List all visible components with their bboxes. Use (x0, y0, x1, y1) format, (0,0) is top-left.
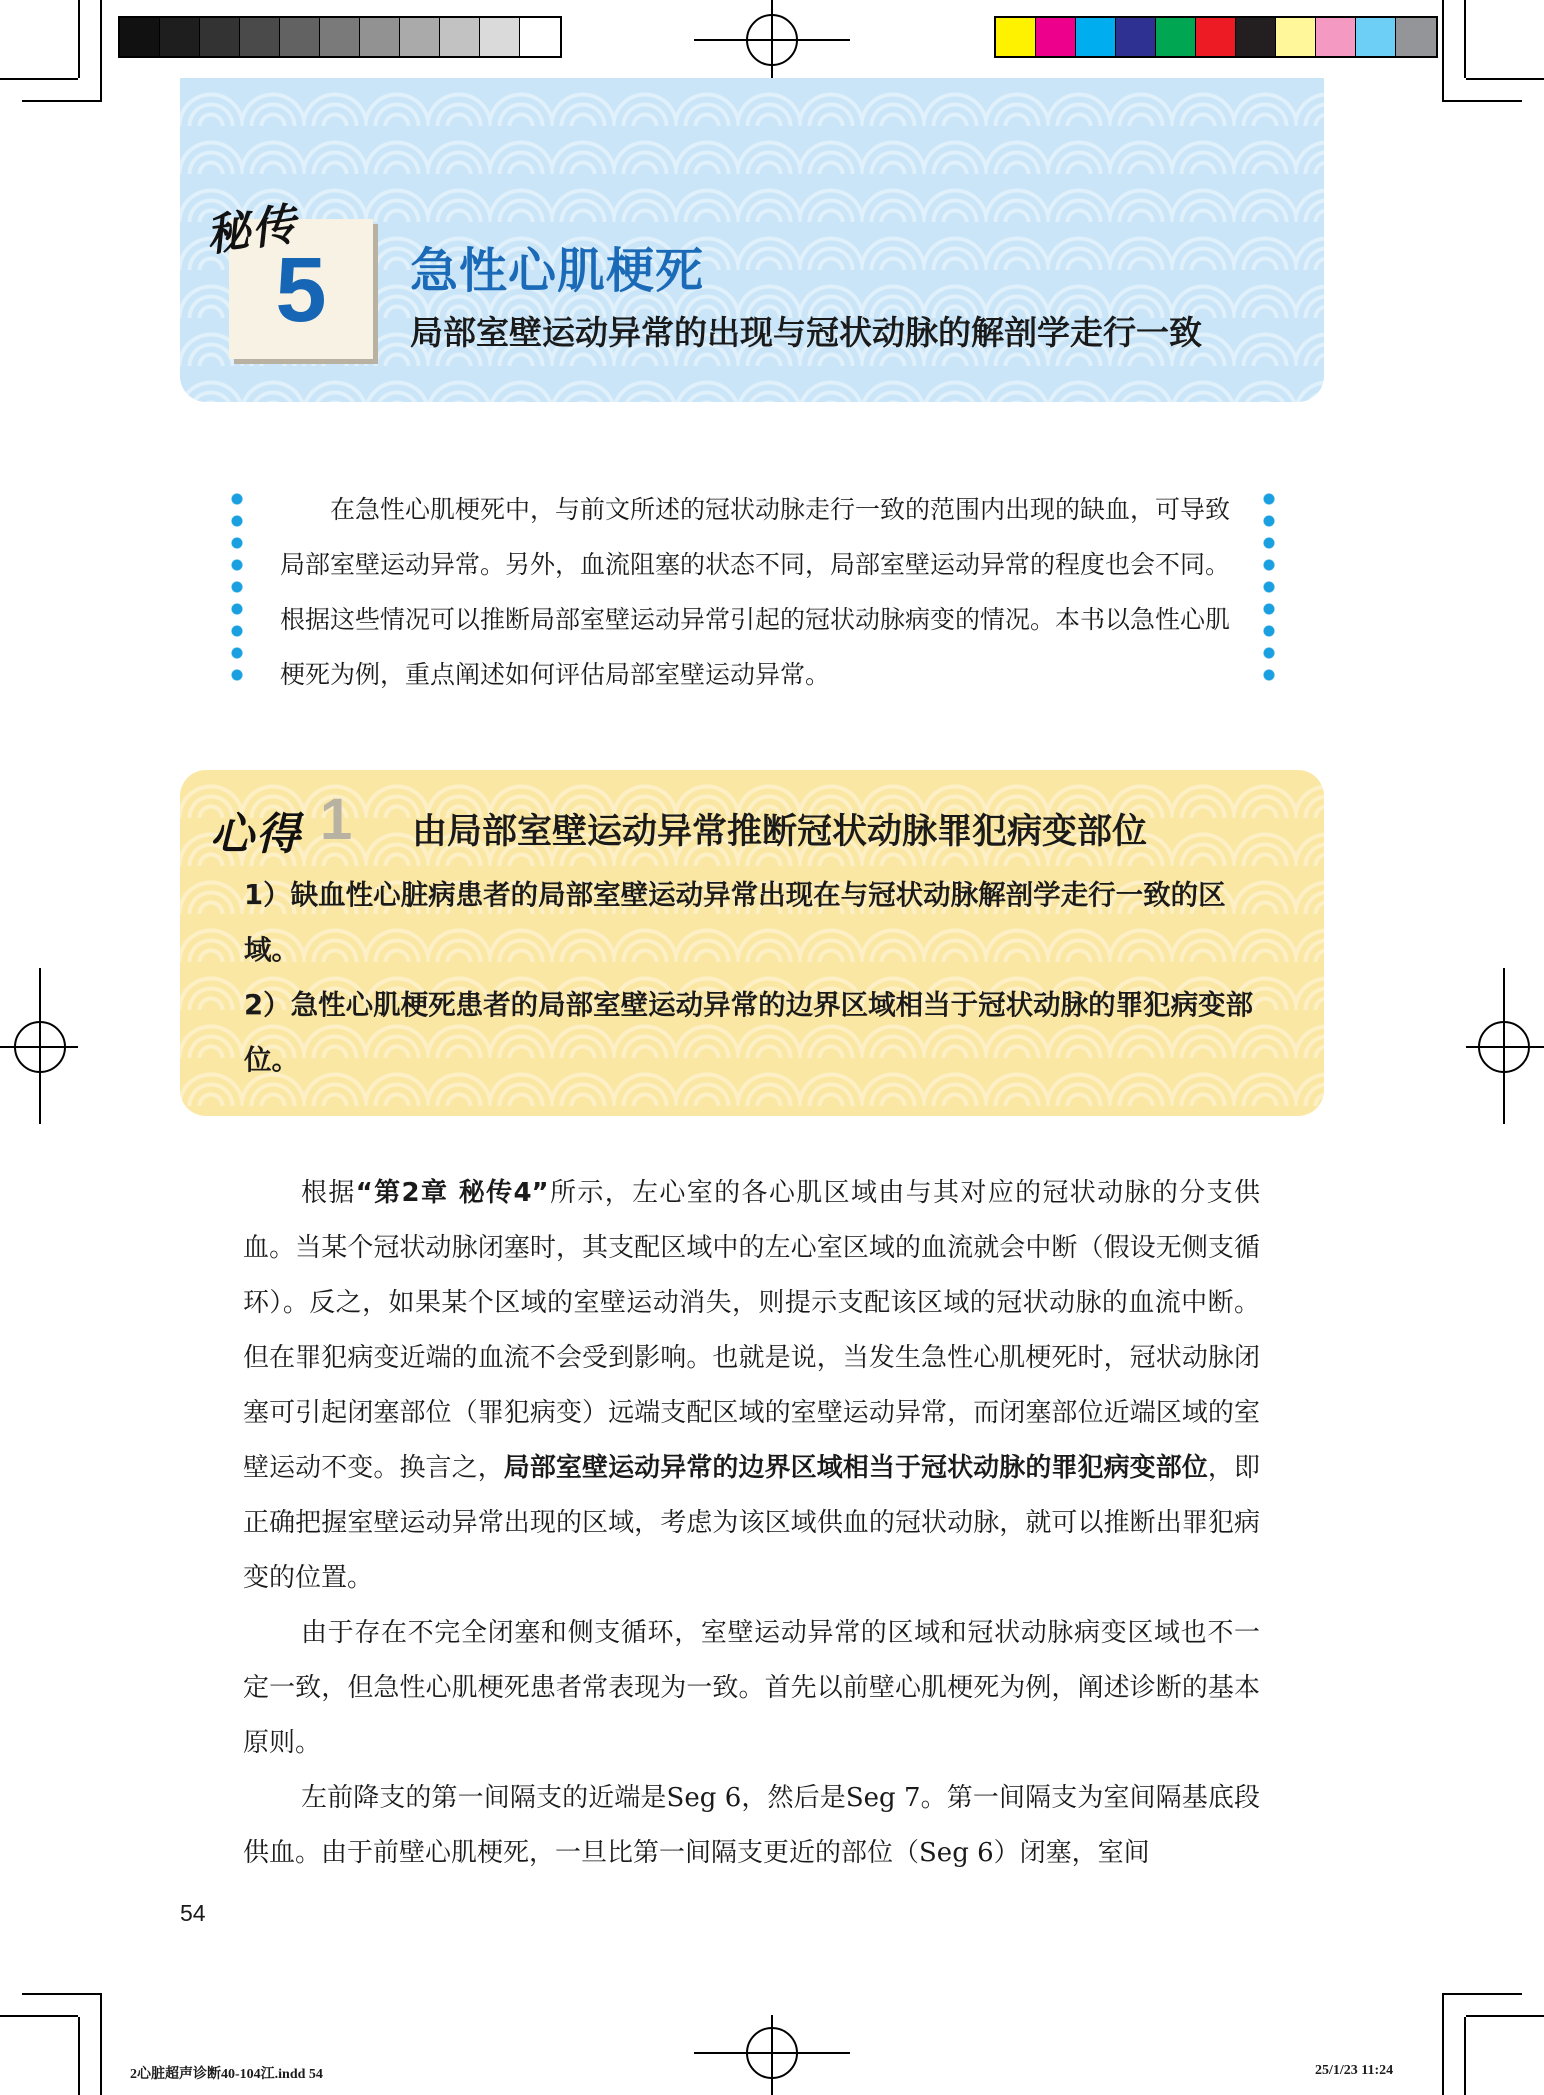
tip-point: 1）缺血性心脏病患者的局部室壁运动异常出现在与冠状动脉解剖学走行一致的区域。 (244, 879, 1226, 966)
body-paragraph-1 (243, 1166, 1260, 1606)
color-swatch (360, 18, 400, 56)
body-paragraph-3: 左前降支的第一间隔支的近端是Seg 6，然后是Seg 7。第一间隔支为室间隔基底段供血。由于前壁心肌梗死，一旦比第一间隔支更近的部位（Seg 6）闭塞，室间 (243, 1783, 1260, 1868)
crop-mark (1442, 0, 1444, 100)
crop-mark (100, 0, 102, 100)
intro-dots-right (1262, 488, 1276, 688)
intro-paragraph (280, 482, 1230, 702)
text-run: 所示，左心室的各心肌区域由与其对应的冠状动脉的分支供血。当某个冠状动脉闭塞时，其支配区域中的左心室区域的血流就会中断（假设无侧支循环）。反之，如果某个区域的室壁运动消失，则提示支配该区域的冠状动脉的血流中断。但在罪犯病变近端的血流不会受到影响。也就是说，当发生急性心肌梗死时，冠状动脉闭塞可引起闭塞部位（罪犯病变）远端支配区域的室壁运动异常，而闭塞部位近端区域的室壁运动不变。换言之， (243, 1178, 1260, 1483)
text-run: ，即正确把握室壁运动异常出现的区域，考虑为该区域供血的冠状动脉，就可以推断出罪犯病变的位置。 (243, 1453, 1260, 1593)
crop-mark (22, 100, 102, 102)
crop-mark (1466, 78, 1544, 80)
color-swatch (1396, 18, 1436, 56)
tip-title: 由局部室壁运动异常推断冠状动脉罪犯病变部位 (412, 812, 1148, 852)
intro-text: 在急性心肌梗死中，与前文所述的冠状动脉走行一致的范围内出现的缺血，可导致局部室壁运动异常。另外，血流阻塞的状态不同，局部室壁运动异常的程度也会不同。根据这些情况可以推断局部室壁运动异常引起的冠状动脉病变的情况。本书以急性心肌梗死为例，重点阐述如何评估局部室壁运动异常。 (280, 495, 1231, 689)
crop-mark (1442, 100, 1522, 102)
crop-mark (22, 1993, 102, 1995)
crop-mark (1442, 1993, 1522, 1995)
crop-mark (1464, 0, 1466, 78)
color-swatch (400, 18, 440, 56)
color-swatch (1316, 18, 1356, 56)
color-swatch (480, 18, 520, 56)
color-swatch (280, 18, 320, 56)
crop-mark (0, 2015, 78, 2017)
color-swatch (520, 18, 560, 56)
page-number: 54 (180, 1900, 206, 1926)
tip-label: 心得 (210, 809, 302, 860)
gray-swatch-bar (118, 16, 562, 58)
color-swatch (200, 18, 240, 56)
body-paragraph-2: 由于存在不完全闭塞和侧支循环，室壁运动异常的区域和冠状动脉病变区域也不一定一致，但急性心肌梗死患者常表现为一致。首先以前壁心肌梗死为例，阐述诊断的基本原则。 (243, 1618, 1260, 1758)
color-swatch (1156, 18, 1196, 56)
color-swatch (120, 18, 160, 56)
chapter-reference: “第2章 秘传4” (355, 1178, 549, 1208)
body-text (243, 1166, 1260, 1881)
intro-dots-left (230, 488, 244, 688)
color-swatch (1196, 18, 1236, 56)
secret-label: 秘传 (202, 198, 301, 263)
color-swatch (1076, 18, 1116, 56)
crop-mark (0, 78, 78, 80)
color-swatch (160, 18, 200, 56)
color-swatch (440, 18, 480, 56)
tip-point: 2）急性心肌梗死患者的局部室壁运动异常的边界区域相当于冠状动脉的罪犯病变部位。 (244, 989, 1254, 1076)
color-swatch (996, 18, 1036, 56)
page-subtitle: 局部室壁运动异常的出现与冠状动脉的解剖学走行一致 (410, 313, 1202, 352)
color-swatch (1356, 18, 1396, 56)
color-swatch (240, 18, 280, 56)
slug-datetime: 25/1/23 11:24 (1315, 2063, 1394, 2078)
color-swatch (1036, 18, 1076, 56)
color-swatch-bar (994, 16, 1438, 58)
text-run: 根据 (301, 1178, 356, 1208)
secret-number: 5 (275, 239, 327, 341)
color-swatch (1236, 18, 1276, 56)
color-swatch (1276, 18, 1316, 56)
page-title: 急性心肌梗死 (410, 243, 705, 299)
slug-filename: 2心脏超声诊断40-104江.indd 54 (130, 2067, 323, 2082)
crop-mark (78, 2017, 80, 2095)
color-swatch (320, 18, 360, 56)
crop-mark (100, 1995, 102, 2095)
color-swatch (1116, 18, 1156, 56)
crop-mark (1466, 2015, 1544, 2017)
tip-points (244, 868, 1264, 1088)
key-statement: 局部室壁运动异常的边界区域相当于冠状动脉的罪犯病变部位 (503, 1453, 1208, 1483)
crop-mark (78, 0, 80, 78)
crop-mark (1442, 1995, 1444, 2095)
crop-mark (1464, 2017, 1466, 2095)
tip-number: 1 (320, 787, 353, 852)
